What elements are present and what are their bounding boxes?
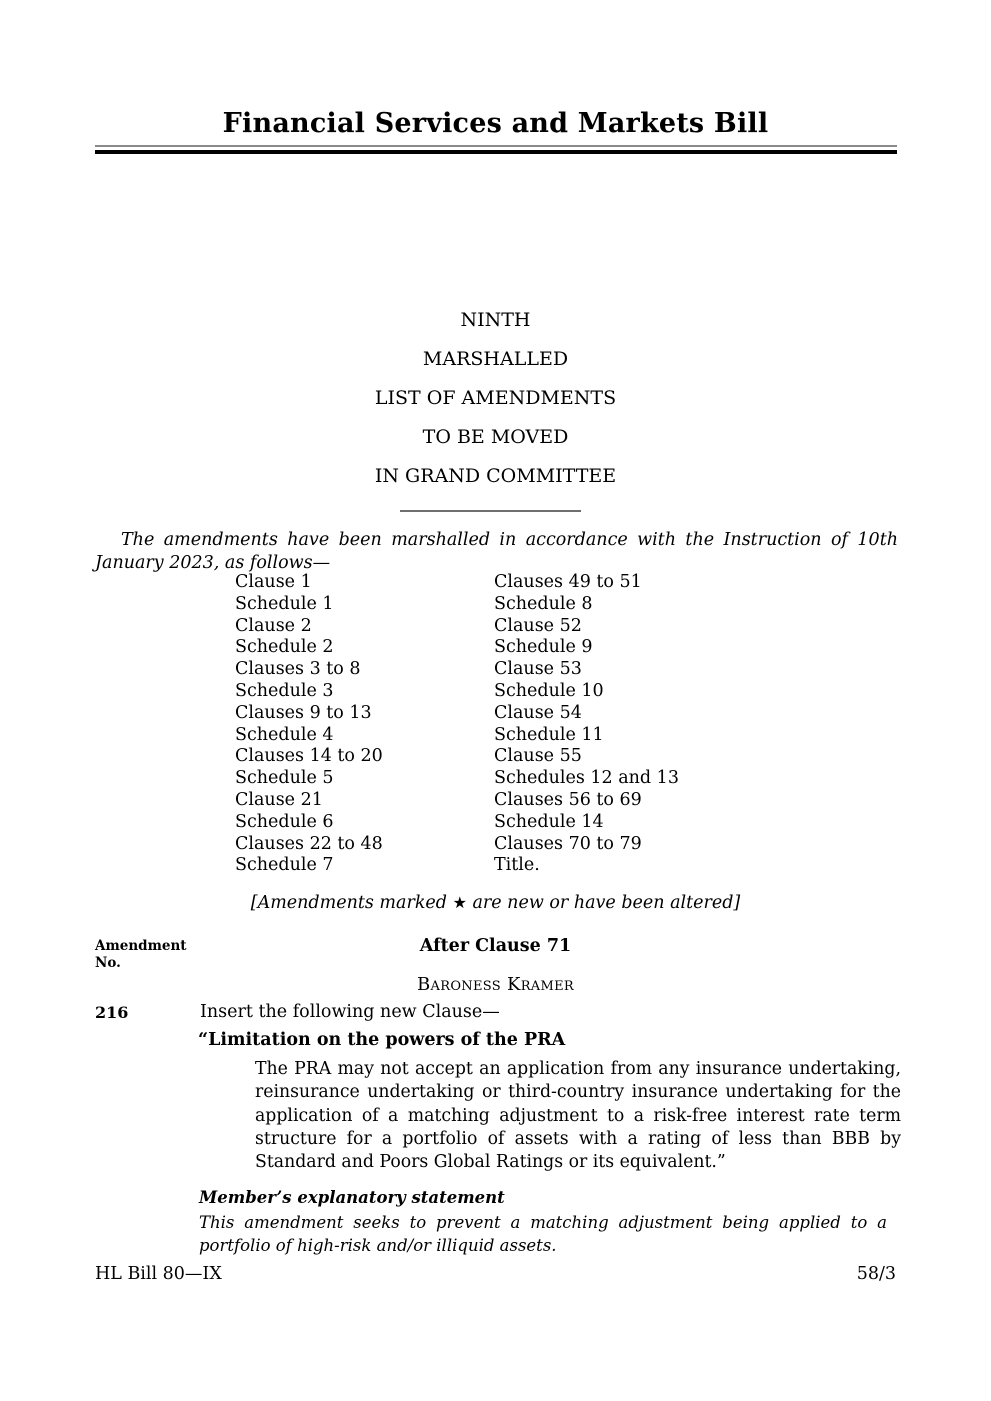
new-clause-text: The PRA may not accept an application from any insurance undertaking, reinsurance undertaking or third-country insurance undertaking for the application of a matching adjustment to a risk-free interest rate term structure for a portfolio of assets with a rating of less than BBB by Standard and Poors Global Ratings or its equivalent.” [255,1059,901,1173]
amendment-instruction: Insert the following new Clause— [200,1002,500,1022]
star-icon: ★ [452,893,467,912]
order-item: Clause 52 [494,615,582,636]
order-item: Clause 54 [494,702,582,723]
list-heading-line: LIST OF AMENDMENTS [374,387,617,409]
order-item: Schedule 8 [494,593,593,614]
order-item: Schedule 11 [494,724,604,745]
amendment-number: 216 [95,1003,129,1022]
after-clause-heading: After Clause 71 [419,936,572,956]
order-item: Schedule 10 [494,680,604,701]
star-note [95,893,896,913]
order-item: Schedules 12 and 13 [494,768,679,789]
explanatory-statement-text: This amendment seeks to prevent a matching adjustment being applied to a portfolio of high-risk and/or illiquid assets. [199,1213,887,1255]
marshalling-order-columns [235,572,774,877]
order-item: Schedule 6 [235,811,334,832]
order-item: Title. [494,855,540,876]
title-double-rule [95,145,897,155]
explanatory-statement-heading: Member’s explanatory statement [199,1188,505,1207]
page-code: 58/3 [856,1264,896,1284]
title-rule-thin [95,145,897,147]
order-item: Clauses 56 to 69 [494,789,642,810]
list-heading-line: IN GRAND COMMITTEE [374,465,617,487]
marshalling-note: The amendments have been marshalled in accordance with the Instruction of 10th January 2023, as follows— [95,530,898,573]
mover-name: Baroness Kramer [417,974,574,995]
order-item: Schedule 5 [235,768,334,789]
order-column-left [235,572,494,877]
list-heading-line: TO BE MOVED [422,426,569,448]
order-item: Schedule 4 [235,724,334,745]
order-item: Schedule 14 [494,811,604,832]
order-item: Schedule 9 [494,637,593,658]
order-column-right [494,572,774,877]
amendment-number-column-label: Amendment No. [95,938,187,971]
order-item: Clause 21 [235,789,323,810]
order-item: Clause 2 [235,615,312,636]
bill-reference: HL Bill 80—IX [95,1264,222,1284]
order-item: Clauses 14 to 20 [235,746,383,767]
order-item: Schedule 7 [235,855,334,876]
order-item: Schedule 3 [235,680,334,701]
list-headings [95,309,896,504]
order-item: Schedule 2 [235,637,334,658]
order-item: Clauses 3 to 8 [235,659,361,680]
order-item: Schedule 1 [235,593,334,614]
order-item: Clause 55 [494,746,582,767]
star-note-prefix: [Amendments marked [250,893,453,913]
star-note-suffix: are new or have been altered] [466,893,741,913]
order-item: Clause 1 [235,572,312,592]
section-divider-rule [400,510,581,512]
list-heading-line: NINTH [460,309,531,331]
new-clause-title: “Limitation on the powers of the PRA [198,1030,566,1050]
bill-title: Financial Services and Markets Bill [222,108,769,139]
title-rule-thick [95,150,897,154]
order-item: Clauses 49 to 51 [494,572,642,592]
order-item: Clauses 70 to 79 [494,833,642,854]
order-item: Clauses 9 to 13 [235,702,372,723]
page-footer [95,1264,896,1284]
order-item: Clauses 22 to 48 [235,833,383,854]
order-item: Clause 53 [494,659,582,680]
list-heading-line: MARSHALLED [422,348,569,370]
